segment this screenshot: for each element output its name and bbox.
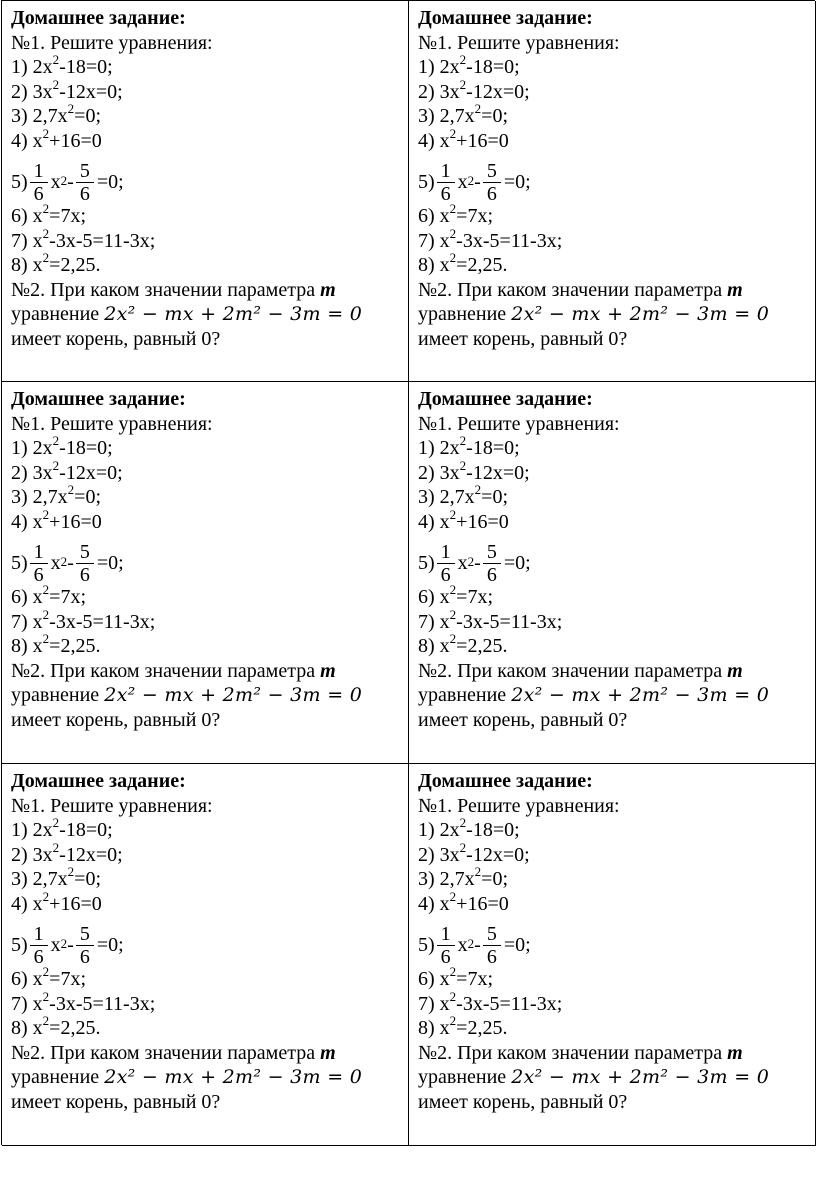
equation-6: 6) $x^2=7x$;	[418, 201, 494, 227]
equation-3: 3) $2,7x^2=0$;	[11, 864, 102, 890]
fraction-five-sixths: $\frac{5}{6}$	[76, 541, 94, 586]
equation-4: 4) $x^2+16=0$	[418, 506, 509, 533]
homework-card	[2, 1, 409, 382]
equation-5: 5) $\frac{1}{6}$ x $^2$ - $\frac{5}{6}$ =0;	[11, 922, 124, 968]
equation-7: 7) $x^2-3x-5=11-3x$;	[418, 606, 563, 633]
fraction-one-sixth: $\frac{1}{6}$	[437, 160, 455, 205]
task2-equation-line: уравнение 2x² − mx + 2m² − 3m = 0	[11, 684, 363, 706]
equation-1: 1) $2x^2-18=0$;	[418, 433, 520, 459]
homework-cards-table	[1, 0, 815, 1145]
equation-1: 1) $2x^2-18=0$;	[11, 433, 113, 459]
equation-3: 3) $2,7x^2=0$;	[418, 101, 509, 127]
task2-equation-line: уравнение 2x² − mx + 2m² − 3m = 0	[418, 303, 770, 325]
task2-title: №2. При каком значении параметра m	[11, 278, 336, 301]
task2-question-end: имеет корень, равный 0?	[11, 708, 221, 731]
task2-title: №2. При каком значении параметра m	[11, 659, 336, 682]
task1-title: №1. Решите уравнения:	[11, 412, 213, 435]
card-heading: Домашнее задание:	[418, 7, 593, 29]
equation-7: 7) $x^2-3x-5=11-3x$;	[418, 988, 563, 1015]
fraction-five-sixths: $\frac{5}{6}$	[76, 160, 94, 205]
task1-title: №1. Решите уравнения:	[418, 412, 620, 435]
task2-question-end: имеет корень, равный 0?	[11, 1090, 221, 1113]
equation-8: 8) $x^2=2,25$.	[418, 250, 508, 276]
equation-5: 5) $\frac{1}{6}$ x $^2$ - $\frac{5}{6}$ =0;	[11, 159, 124, 205]
task2-title: №2. При каком значении параметра m	[11, 1041, 336, 1064]
equation-8: 8) $x^2=2,25$.	[11, 631, 101, 657]
equation-7: 7) $x^2-3x-5=11-3x$;	[11, 988, 156, 1015]
task2-title: №2. При каком значении параметра m	[418, 659, 743, 682]
equation-5: 5) $\frac{1}{6}$ x $^2$ - $\frac{5}{6}$ =0;	[418, 159, 531, 205]
card-heading: Домашнее задание:	[11, 7, 186, 29]
parameter-equation: 2x² − mx + 2m² − 3m = 0	[104, 303, 363, 325]
card-heading: Домашнее задание:	[418, 388, 593, 410]
equation-2: 2) $3x^2-12x=0$;	[418, 457, 530, 484]
equation-3: 3) $2,7x^2=0$;	[418, 482, 509, 508]
task2-question-end: имеет корень, равный 0?	[11, 327, 221, 350]
equation-2: 2) $3x^2-12x=0$;	[11, 76, 123, 103]
homework-card	[409, 382, 816, 764]
equation-3: 3) $2,7x^2=0$;	[11, 101, 102, 127]
fraction-one-sixth: $\frac{1}{6}$	[30, 160, 48, 205]
equation-6: 6) $x^2=7x$;	[11, 201, 87, 227]
task2-question-end: имеет корень, равный 0?	[418, 327, 628, 350]
card-heading: Домашнее задание:	[11, 388, 186, 410]
fraction-one-sixth: $\frac{1}{6}$	[437, 541, 455, 586]
equation-5: 5) $\frac{1}{6}$ x $^2$ - $\frac{5}{6}$ =0;	[11, 540, 124, 586]
equation-4: 4) $x^2+16=0$	[11, 125, 102, 152]
equation-8: 8) $x^2=2,25$.	[11, 1013, 101, 1039]
equation-4: 4) $x^2+16=0$	[11, 888, 102, 915]
task1-title: №1. Решите уравнения:	[11, 794, 213, 817]
parameter-equation: 2x² − mx + 2m² − 3m = 0	[511, 684, 770, 706]
task2-equation-line: уравнение 2x² − mx + 2m² − 3m = 0	[11, 1066, 363, 1088]
homework-card	[409, 764, 816, 1146]
task2-equation-line: уравнение 2x² − mx + 2m² − 3m = 0	[418, 684, 770, 706]
equation-7: 7) $x^2-3x-5=11-3x$;	[11, 225, 156, 252]
equation-1: 1) $2x^2-18=0$;	[418, 52, 520, 78]
task1-title: №1. Решите уравнения:	[11, 31, 213, 54]
task1-title: №1. Решите уравнения:	[418, 794, 620, 817]
task2-equation-line: уравнение 2x² − mx + 2m² − 3m = 0	[11, 303, 363, 325]
equation-4: 4) $x^2+16=0$	[418, 888, 509, 915]
parameter-equation: 2x² − mx + 2m² − 3m = 0	[511, 303, 770, 325]
card-heading: Домашнее задание:	[11, 770, 186, 792]
parameter-equation: 2x² − mx + 2m² − 3m = 0	[104, 1066, 363, 1088]
equation-8: 8) $x^2=2,25$.	[418, 1013, 508, 1039]
equation-6: 6) $x^2=7x$;	[11, 964, 87, 990]
parameter-equation: 2x² − mx + 2m² − 3m = 0	[104, 684, 363, 706]
equation-8: 8) $x^2=2,25$.	[418, 631, 508, 657]
equation-3: 3) $2,7x^2=0$;	[418, 864, 509, 890]
equation-2: 2) $3x^2-12x=0$;	[11, 457, 123, 484]
equation-8: 8) $x^2=2,25$.	[11, 250, 101, 276]
homework-card	[409, 1, 816, 382]
equation-4: 4) $x^2+16=0$	[418, 125, 509, 152]
equation-5: 5) $\frac{1}{6}$ x $^2$ - $\frac{5}{6}$ =0;	[418, 540, 531, 586]
task2-title: №2. При каком значении параметра m	[418, 1041, 743, 1064]
homework-card	[2, 382, 409, 764]
parameter-equation: 2x² − mx + 2m² − 3m = 0	[511, 1066, 770, 1088]
equation-4: 4) $x^2+16=0$	[11, 506, 102, 533]
fraction-five-sixths: $\frac{5}{6}$	[483, 541, 501, 586]
equation-6: 6) $x^2=7x$;	[418, 582, 494, 608]
fraction-one-sixth: $\frac{1}{6}$	[30, 541, 48, 586]
task2-question-end: имеет корень, равный 0?	[418, 708, 628, 731]
fraction-one-sixth: $\frac{1}{6}$	[30, 923, 48, 968]
task2-question-end: имеет корень, равный 0?	[418, 1090, 628, 1113]
fraction-five-sixths: $\frac{5}{6}$	[483, 923, 501, 968]
card-heading: Домашнее задание:	[418, 770, 593, 792]
homework-card	[2, 764, 409, 1146]
fraction-five-sixths: $\frac{5}{6}$	[76, 923, 94, 968]
equation-3: 3) $2,7x^2=0$;	[11, 482, 102, 508]
equation-2: 2) $3x^2-12x=0$;	[11, 839, 123, 866]
equation-1: 1) $2x^2-18=0$;	[11, 815, 113, 841]
equation-1: 1) $2x^2-18=0$;	[418, 815, 520, 841]
task2-title: №2. При каком значении параметра m	[418, 278, 743, 301]
fraction-five-sixths: $\frac{5}{6}$	[483, 160, 501, 205]
equation-7: 7) $x^2-3x-5=11-3x$;	[418, 225, 563, 252]
equation-7: 7) $x^2-3x-5=11-3x$;	[11, 606, 156, 633]
equation-1: 1) $2x^2-18=0$;	[11, 52, 113, 78]
equation-6: 6) $x^2=7x$;	[418, 964, 494, 990]
fraction-one-sixth: $\frac{1}{6}$	[437, 923, 455, 968]
equation-5: 5) $\frac{1}{6}$ x $^2$ - $\frac{5}{6}$ =0;	[418, 922, 531, 968]
task2-equation-line: уравнение 2x² − mx + 2m² − 3m = 0	[418, 1066, 770, 1088]
equation-2: 2) $3x^2-12x=0$;	[418, 839, 530, 866]
equation-6: 6) $x^2=7x$;	[11, 582, 87, 608]
task1-title: №1. Решите уравнения:	[418, 31, 620, 54]
equation-2: 2) $3x^2-12x=0$;	[418, 76, 530, 103]
